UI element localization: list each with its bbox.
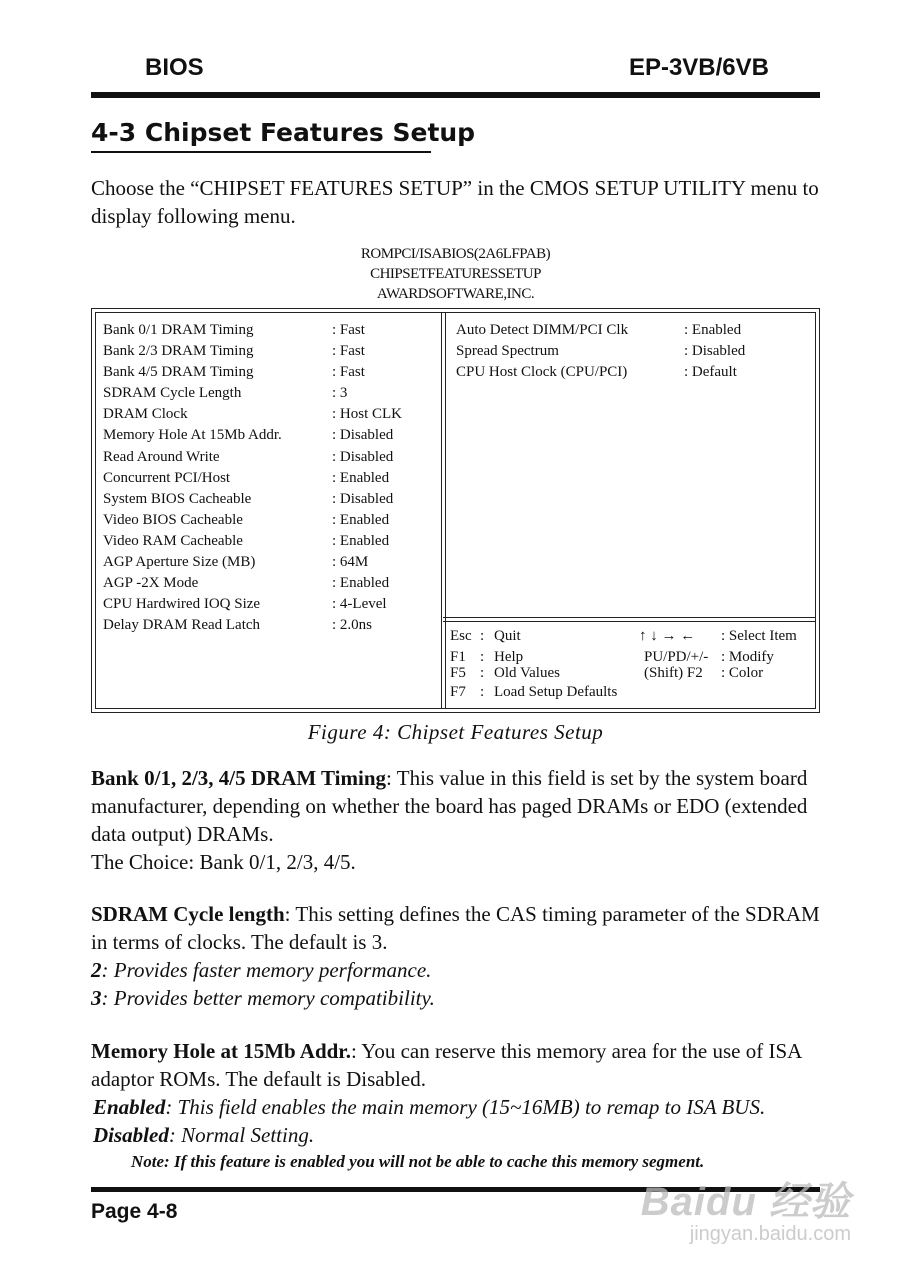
option-text: : Normal Setting. (168, 1123, 315, 1147)
setting-value: : 64M (332, 554, 369, 571)
setting-row[interactable] (103, 404, 438, 425)
note-text: Note: If this feature is enabled you will not be able to cache this memory segment. (131, 1152, 705, 1171)
desc-dram-timing: : This value in this field is set by the system board manufacturer, depending on whether the board has paged DRAMs or EDO (extended data output) DRAMs. (91, 766, 808, 846)
key-action: Load Setup Defaults (494, 683, 618, 700)
setting-label: Concurrent PCI/Host (103, 469, 231, 486)
baidu-watermark (641, 1170, 851, 1246)
option-key: Enabled (93, 1095, 166, 1119)
setting-value: : Disabled (332, 448, 394, 465)
option-text: : This field enables the main memory (15~16MB) to remap to ISA BUS. (165, 1095, 766, 1119)
arrow-keys-icon: ↑ ↓ → ← (639, 628, 696, 644)
setting-row[interactable] (103, 362, 438, 383)
key-action: Quit (494, 628, 521, 644)
option-key: 3 (91, 986, 102, 1010)
setting-row[interactable] (103, 552, 438, 573)
setting-row[interactable] (103, 615, 438, 636)
setting-value: : Fast (332, 343, 365, 360)
option-row (91, 984, 831, 1012)
key-row (450, 627, 812, 646)
paragraph-dram-timing (91, 764, 831, 876)
setting-value: : Disabled (332, 490, 394, 507)
setting-value: : Enabled (332, 511, 390, 528)
key-name: F7 (450, 683, 466, 700)
option-text: : Provides faster memory performance. (101, 958, 432, 982)
baidu-logo: Baidu 经验 (640, 1180, 851, 1224)
setting-value: : Enabled (332, 575, 390, 592)
setting-label: AGP -2X Mode (103, 575, 199, 592)
key-sep: : (480, 683, 485, 700)
desc-memory-hole: : You can reserve this memory area for the use of ISA adaptor ROMs. The default is Disabled. (91, 1039, 802, 1091)
header-left: BIOS (145, 54, 204, 81)
option-text: : Provides better memory compatibility. (101, 986, 435, 1010)
header-rule (91, 92, 820, 98)
setting-label: Video BIOS Cacheable (103, 511, 243, 528)
paragraph-sdram-cycle (91, 900, 831, 1012)
rom-header-line: ROMPCI/ISABIOS(2A6LFPAB) (360, 246, 551, 262)
setting-row[interactable] (456, 362, 811, 383)
key-name2: PU/PD/+/- (644, 648, 709, 665)
setting-value: : Disabled (684, 343, 746, 360)
setting-label: AGP Aperture Size (MB) (103, 554, 256, 571)
key-name: F5 (450, 665, 466, 681)
key-sep: : (480, 648, 485, 665)
term-dram-timing: Bank 0/1, 2/3, 4/5 DRAM Timing (91, 766, 387, 790)
bios-vertical-divider (441, 312, 446, 708)
key-legend (450, 627, 812, 701)
setting-row[interactable] (103, 341, 438, 362)
setting-row[interactable] (103, 531, 438, 552)
key-name2: (Shift) F2 (644, 665, 703, 681)
desc-sdram-cycle: : This setting defines the CAS timing parameter of the SDRAM in terms of clocks. The default is 3. (91, 902, 820, 954)
setting-value: : 3 (332, 385, 348, 402)
setting-row[interactable] (103, 510, 438, 531)
setting-label: Bank 2/3 DRAM Timing (103, 343, 254, 360)
key-action: Old Values (494, 665, 560, 681)
setting-value: : 4-Level (332, 596, 387, 613)
setting-label: Video RAM Cacheable (103, 532, 243, 549)
setting-value: : Default (684, 364, 737, 381)
setting-label: CPU Hardwired IOQ Size (103, 596, 261, 613)
right-settings-list (456, 320, 811, 383)
page-number: Page 4-8 (91, 1200, 178, 1223)
setting-label: CPU Host Clock (CPU/PCI) (456, 364, 628, 381)
setting-value: : 2.0ns (332, 617, 373, 634)
section-title: 4-3 Chipset Features Setup (91, 118, 476, 147)
option-row (91, 956, 831, 984)
setting-label: Bank 4/5 DRAM Timing (103, 364, 254, 381)
key-sep: : (480, 628, 485, 644)
setting-label: Delay DRAM Read Latch (103, 617, 261, 634)
setting-label: Auto Detect DIMM/PCI Clk (456, 322, 629, 338)
setting-row[interactable] (103, 594, 438, 615)
setting-label: Spread Spectrum (456, 343, 559, 360)
setting-label: System BIOS Cacheable (103, 490, 252, 507)
setting-row[interactable] (456, 341, 811, 362)
option-row (93, 1121, 831, 1149)
setting-row[interactable] (103, 489, 438, 510)
setting-row[interactable] (103, 447, 438, 468)
rom-header-line: AWARDSOFTWARE,INC. (376, 286, 535, 302)
paragraph-memory-hole (91, 1037, 831, 1149)
setting-row[interactable] (456, 320, 811, 341)
key-action2: : Color (721, 665, 764, 681)
setting-label: Memory Hole At 15Mb Addr. (103, 427, 282, 444)
key-row (450, 664, 812, 683)
setting-row[interactable] (103, 320, 438, 341)
option-key: 2 (91, 958, 102, 982)
setting-value: : Enabled (684, 322, 742, 338)
setting-value: : Fast (332, 364, 365, 381)
key-name: F1 (450, 648, 466, 665)
option-key: Disabled (93, 1123, 169, 1147)
figure-caption: Figure 4: Chipset Features Setup (307, 720, 604, 744)
setting-row[interactable] (103, 573, 438, 594)
setting-label: Read Around Write (103, 448, 220, 465)
key-action: Help (494, 648, 524, 665)
setting-value: : Disabled (332, 427, 394, 444)
option-row (93, 1093, 831, 1121)
key-action2: : Modify (721, 648, 774, 665)
setting-row[interactable] (103, 425, 438, 446)
setting-row[interactable] (103, 468, 438, 489)
title-underline (91, 151, 431, 153)
intro-text: Choose the “CHIPSET FEATURES SETUP” in the CMOS SETUP UTILITY menu to display following menu. (91, 176, 819, 228)
key-action2: : Select Item (721, 628, 797, 644)
key-row (450, 683, 812, 702)
setting-value: : Enabled (332, 532, 390, 549)
setting-value: : Host CLK (332, 406, 403, 423)
setting-value: : Fast (332, 322, 365, 338)
rom-header-line: CHIPSETFEATURESSETUP (370, 266, 541, 282)
key-sep: : (480, 665, 485, 681)
setting-value: : Enabled (332, 469, 390, 486)
setting-label: DRAM Clock (103, 406, 188, 423)
header-right: EP-3VB/6VB (628, 54, 769, 81)
choice-dram-timing: The Choice: Bank 0/1, 2/3, 4/5. (91, 850, 356, 874)
setting-label: SDRAM Cycle Length (103, 385, 242, 402)
watermark-url: jingyan.baidu.com (689, 1223, 851, 1245)
key-name: Esc (450, 628, 472, 644)
term-memory-hole: Memory Hole at 15Mb Addr. (91, 1039, 351, 1063)
left-settings-list (103, 320, 438, 636)
setting-label: Bank 0/1 DRAM Timing (103, 322, 254, 338)
term-sdram-cycle: SDRAM Cycle length (91, 902, 285, 926)
rom-header (0, 244, 911, 304)
setting-row[interactable] (103, 383, 438, 404)
bios-horizontal-divider (443, 617, 815, 622)
